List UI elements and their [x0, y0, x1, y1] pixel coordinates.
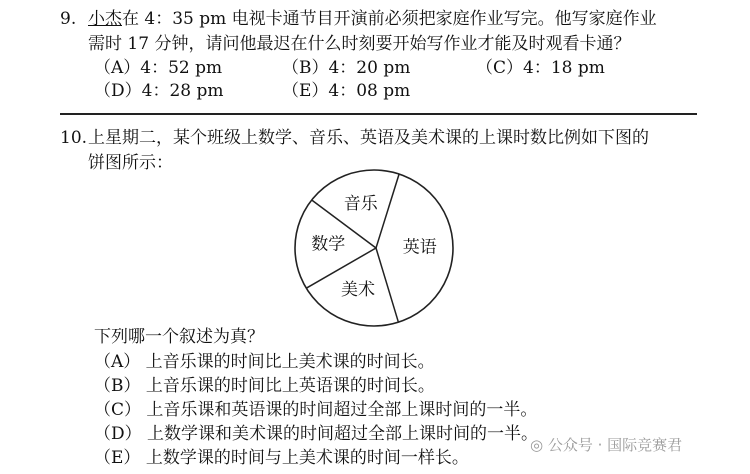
- q9-text-line1: [88, 8, 657, 30]
- wechat-icon: ◎: [530, 436, 548, 454]
- section-divider: [60, 113, 697, 115]
- pie-label-music: 音乐: [343, 194, 378, 215]
- q10-option-b: （B） 上音乐课的时间比上英语课的时间长。: [94, 376, 435, 396]
- q9-option-b: （B）4：20 pm: [282, 58, 411, 78]
- q10-option-e: （E） 上数学课的时间与上美术课的时间一样长。: [94, 448, 469, 468]
- q10-number: 10.: [60, 128, 88, 148]
- q10-prompt: 下列哪一个叙述为真？: [94, 327, 264, 347]
- q9-option-a: （A）4：52 pm: [94, 58, 223, 78]
- pie-label-art: 美术: [341, 279, 375, 300]
- q9-number: 9.: [60, 9, 77, 29]
- q10-text-line2: 饼图所示：: [88, 153, 173, 173]
- q10-option-d: （D） 上数学课和美术课的时间超过全部上课时间的一半。: [94, 424, 539, 444]
- q9-name-underlined: 小杰: [88, 9, 122, 29]
- pie-label-english: 英语: [402, 237, 437, 258]
- q10-text-line1: 上星期二，某个班级上数学、音乐、英语及美术课的上课时数比例如下图的: [88, 128, 649, 148]
- q9-option-c: （C）4：18 pm: [476, 58, 605, 78]
- watermark: [530, 434, 682, 455]
- pie-label-math: 数学: [311, 234, 346, 255]
- q10-option-a: （A） 上音乐课的时间比上美术课的时间长。: [94, 352, 435, 372]
- q9-text-line2: 需时 17 分钟，请问他最迟在什么时刻要开始写作业才能及时观看卡通？: [88, 34, 631, 54]
- q10-option-c: （C） 上音乐课和英语课的时间超过全部上课时间的一半。: [94, 400, 538, 420]
- q9-option-e: （E）4：08 pm: [282, 81, 411, 101]
- pie-chart: [290, 168, 460, 330]
- q9-line1-rest: 在 4：35 pm 电视卡通节目开演前必须把家庭作业写完。他写家庭作业: [122, 9, 657, 29]
- watermark-text: 公众号 · 国际竞赛君: [547, 436, 683, 454]
- q9-option-d: （D）4：28 pm: [94, 81, 224, 101]
